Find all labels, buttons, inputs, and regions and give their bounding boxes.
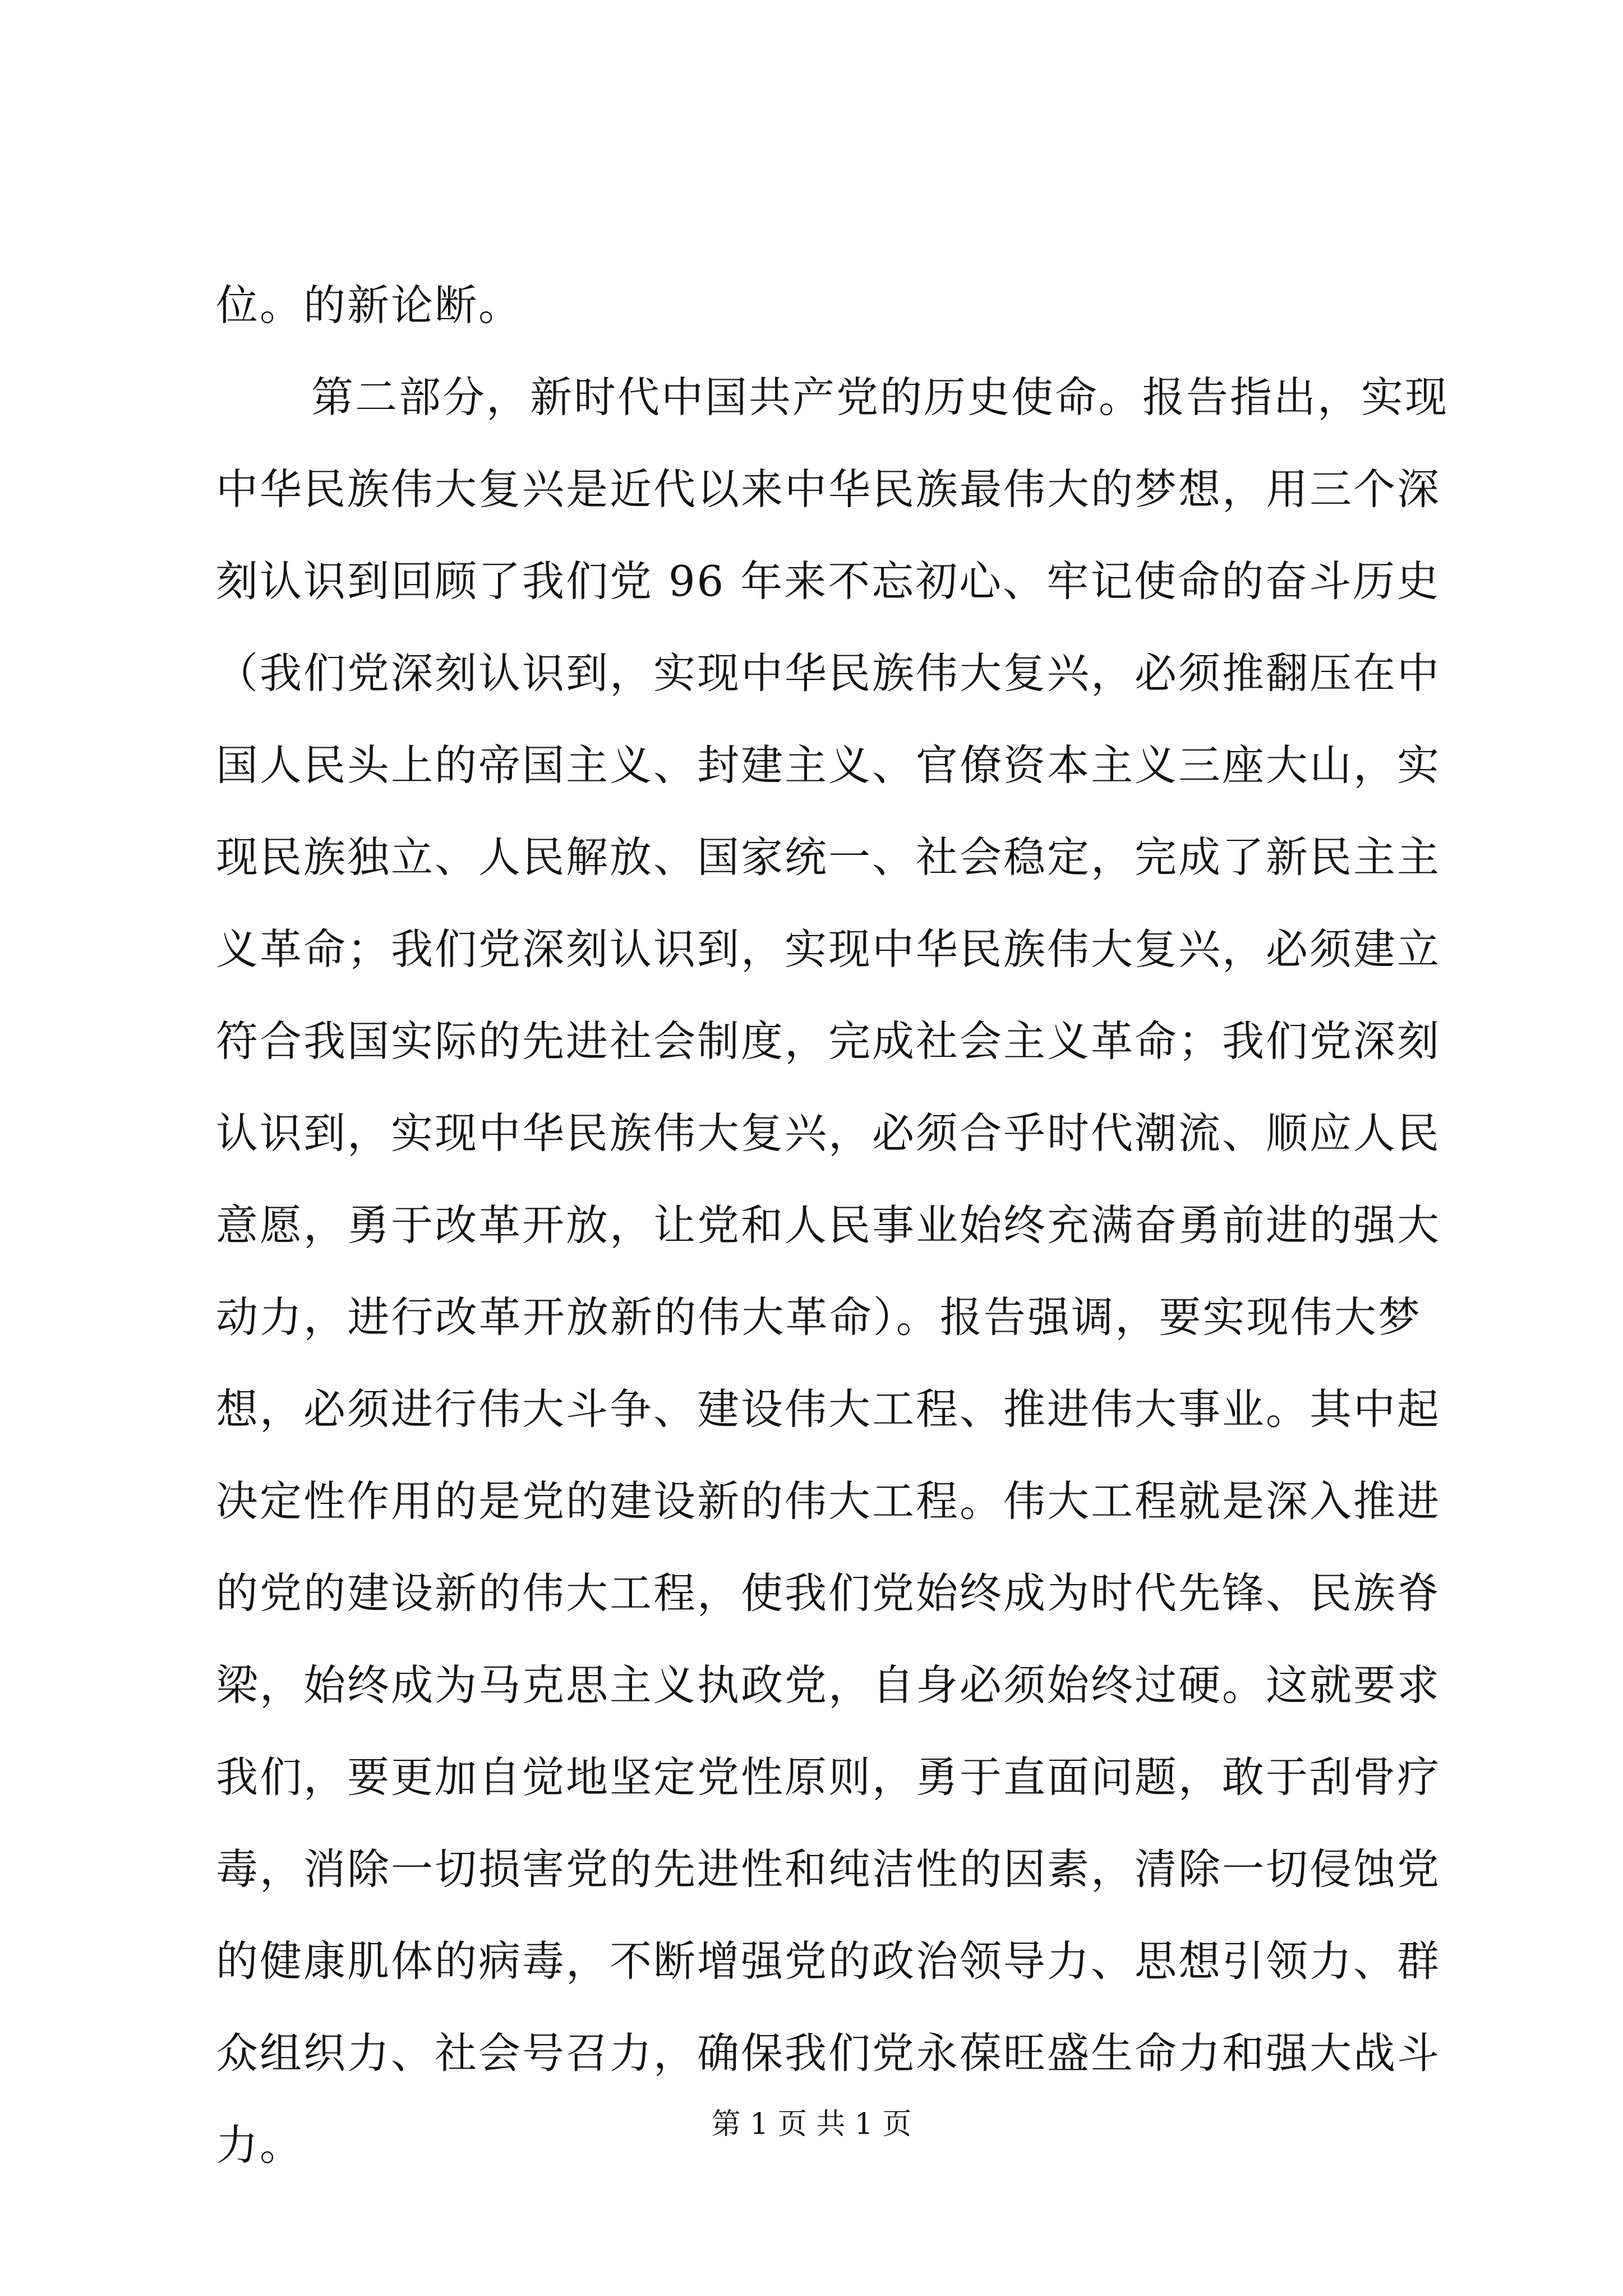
- text-line: 现民族独立、人民解放、国家统一、社会稳定，完成了新民主主: [216, 832, 1441, 882]
- text-line: 动力，进行改革开放新的伟大革命）。报告强调，要实现伟大梦: [216, 1292, 1422, 1342]
- text-line: 第二部分，新时代中国共产党的历史使命。报告指出，实现: [311, 372, 1449, 422]
- page-number: 第 1 页 共 1 页: [711, 2108, 912, 2141]
- text-line: 中华民族伟大复兴是近代以来中华民族最伟大的梦想，用三个深: [216, 464, 1441, 514]
- text-line: （我们党深刻认识到，实现中华民族伟大复兴，必须推翻压在中: [216, 648, 1441, 698]
- text-line: 义革命；我们党深刻认识到，实现中华民族伟大复兴，必须建立: [216, 924, 1441, 974]
- text-line: 我们，要更加自觉地坚定党性原则，勇于直面问题，敢于刮骨疗: [216, 1752, 1441, 1802]
- text-line: 决定性作用的是党的建设新的伟大工程。伟大工程就是深入推进: [216, 1476, 1441, 1526]
- text-line: 的健康肌体的病毒，不断增强党的政治领导力、思想引领力、群: [216, 1936, 1441, 1986]
- text-line: 力。: [216, 2120, 304, 2170]
- text-line: 毒，消除一切损害党的先进性和纯洁性的因素，清除一切侵蚀党: [216, 1844, 1441, 1894]
- body-text: [216, 259, 1449, 2191]
- text-line: 国人民头上的帝国主义、封建主义、官僚资本主义三座大山，实: [216, 740, 1441, 790]
- text-line: 刻认识到回顾了我们党 96 年来不忘初心、牢记使命的奋斗历史: [216, 556, 1441, 606]
- text-line: 众组织力、社会号召力，确保我们党永葆旺盛生命力和强大战斗: [216, 2028, 1441, 2078]
- text-line: 意愿，勇于改革开放，让党和人民事业始终充满奋勇前进的强大: [216, 1200, 1441, 1250]
- page-footer: [0, 2105, 1623, 2144]
- text-line: 梁，始终成为马克思主义执政党，自身必须始终过硬。这就要求: [216, 1660, 1441, 1710]
- text-line: 位。的新论断。: [216, 280, 523, 330]
- text-line: 的党的建设新的伟大工程，使我们党始终成为时代先锋、民族脊: [216, 1568, 1441, 1618]
- text-line: 符合我国实际的先进社会制度，完成社会主义革命；我们党深刻: [216, 1016, 1441, 1066]
- text-line: 认识到，实现中华民族伟大复兴，必须合乎时代潮流、顺应人民: [216, 1108, 1441, 1158]
- text-line: 想，必须进行伟大斗争、建设伟大工程、推进伟大事业。其中起: [216, 1384, 1441, 1434]
